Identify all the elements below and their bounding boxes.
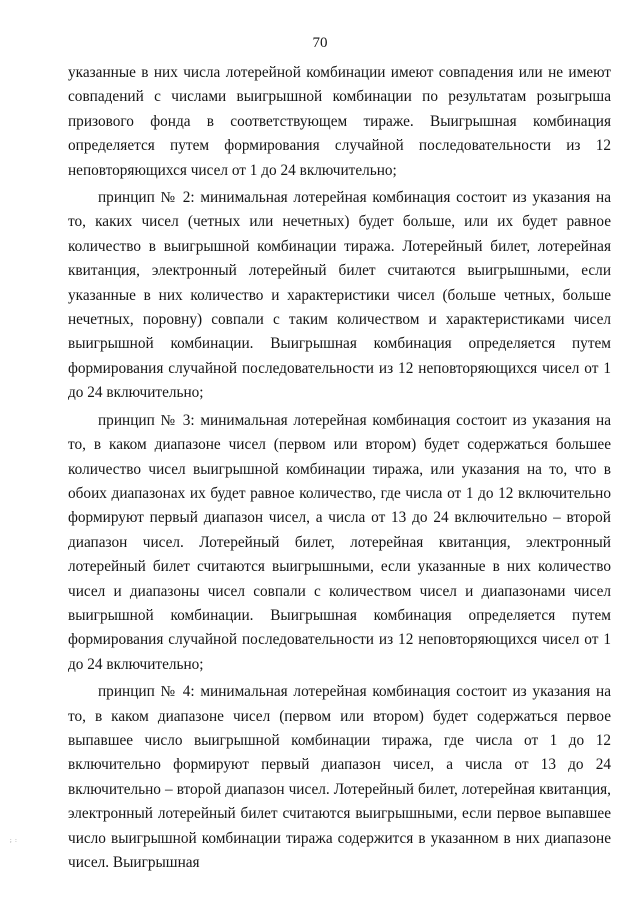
paragraph-principle-3: принцип № 3: минимальная лотерейная комбинация состоит из указания на то, в каком диапазоне чисел (первом или втором) будет содержаться большее количество чисел выигрышной комбинации тиража, или указания на то, что в обоих диапазонах их будет равное количество, где числа от 1 до 12 включительно формируют первый диапазон чисел, а числа от 13 до 24 включительно – второй диапазон чисел. Лотерейный билет, лотерейная квитанция, электронный лотерейный билет считаются выигрышными, если указанные в них количество чисел и диапазоны чисел совпали с количеством чисел и диапазонами чисел выигрышной комбинации. Выигрышная комбинация определяется путем формирования случайной последовательности из 12 неповторяющихся чисел от 1 до 24 включительно; bbox=[68, 411, 611, 673]
margin-mark: ; : bbox=[10, 838, 18, 844]
paragraph-principle-2: принцип № 2: минимальная лотерейная комбинация состоит из указания на то, каких чисел (четных или нечетных) будет больше, или их будет равное количество в выигрышной комбинации тиража. Лотерейный билет, лотерейная квитанция, электронный лотерейный билет считаются выигрышными, если указанные в них количество и характеристики чисел (больше четных, больше нечетных, поровну) совпали с таким количеством и характеристиками чисел выигрышной комбинации. Выигрышная комбинация определяется путем формирования случайной последовательности из 12 неповторяющихся чисел от 1 до 24 включительно; bbox=[68, 189, 611, 402]
paragraph-principle-4: принцип № 4: минимальная лотерейная комбинация состоит из указания на то, в каком диапазоне чисел (первом или втором) будет содержаться первое выпавшее число выигрышной комбинации тиража, где числа от 1 до 12 включительно формируют первый диапазон чисел, а числа от 13 до 24 включительно – второй диапазон чисел. Лотерейный билет, лотерейная квитанция, электронный лотерейный билет считаются выигрышными, если первое выпавшее число выигрышной комбинации тиража содержится в указанном в них диапазоне чисел. Выигрышная bbox=[68, 683, 611, 871]
page-number: 70 bbox=[312, 35, 328, 51]
paragraph-continuation: указанные в них числа лотерейной комбинации имеют совпадения или не имеют совпадений с числами выигрышной комбинации по результатам розыгрыша призового фонда в соответствующем тираже. Выигрышная комбинация определяется путем формирования случайной последовательности из 12 неповторяющихся чисел от 1 до 24 включительно; bbox=[68, 64, 611, 179]
body-text bbox=[68, 61, 611, 878]
